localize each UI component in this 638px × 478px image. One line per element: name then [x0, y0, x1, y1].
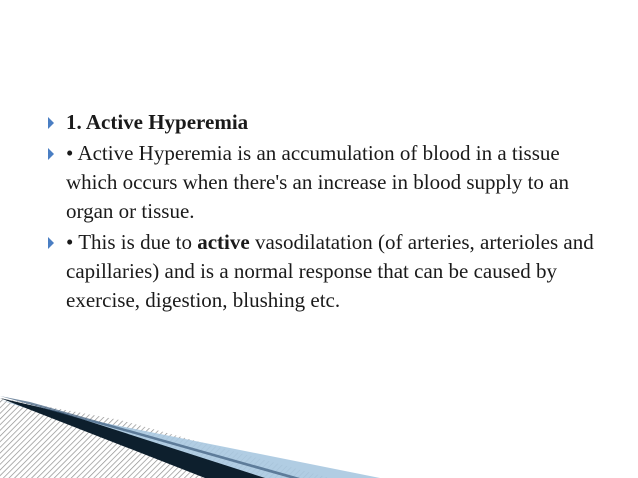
decor-dark-sweep [0, 398, 265, 478]
triangle-bullet-icon [48, 237, 54, 249]
triangle-bullet-icon [48, 117, 54, 129]
triangle-bullet-icon [48, 148, 54, 160]
decor-hatch-wedge [0, 398, 330, 478]
bullet-text-cause [66, 228, 604, 315]
decor-light-sweep [0, 400, 380, 478]
bullet-text-emphasis: active [197, 230, 250, 254]
bullet-item-3 [44, 228, 604, 315]
bullet-text-after: vasodilatation (of arteries, arterioles and capillaries) and is a normal response that can be caused by exercise, digestion, blushing etc. [66, 230, 594, 312]
bullet-item-1 [44, 108, 604, 137]
bullet-text-definition: • Active Hyperemia is an accumulation of blood in a tissue which occurs when there's an increase in blood supply to an organ or tissue. [66, 141, 569, 223]
bullet-text-before: • This is due to [66, 230, 198, 254]
slide-content [44, 108, 604, 317]
bullet-item-2 [44, 139, 604, 226]
decor-thin-line [0, 396, 300, 478]
bullet-heading: 1. Active Hyperemia [66, 110, 249, 134]
